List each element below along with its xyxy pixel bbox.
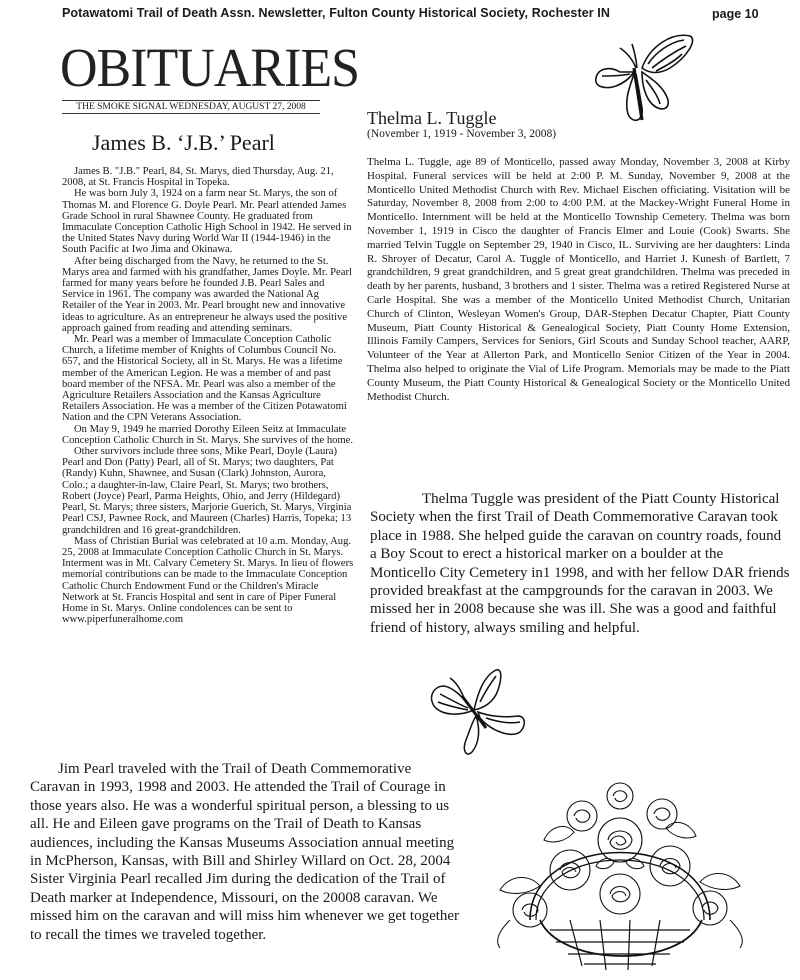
- pearl-tribute-note: [30, 760, 460, 944]
- tuggle-tribute-note: [370, 490, 790, 637]
- pearl-paragraph: James B. "J.B." Pearl, 84, St. Marys, died Thursday, Aug. 21, 2008, at St. Francis Hospital in Topeka.: [62, 166, 334, 189]
- butterfly-icon: [426, 666, 530, 762]
- tuggle-life-dates: (November 1, 1919 - November 3, 2008): [367, 128, 557, 140]
- tuggle-obituary-title: Thelma L. Tuggle: [367, 108, 497, 128]
- tuggle-obituary-text: [367, 156, 790, 404]
- pearl-obituary-text: [62, 166, 354, 625]
- tuggle-paragraph: Thelma L. Tuggle, age 89 of Monticello, passed away Monday, November 3, 2008 at Kirby Hospital. Funeral services will be held at 2:00 P. M. Sunday, November 9, 2008 at the Monticello United Methodist Church with Rev. Michael Eischen officiating. Visitation will be Saturday, November 8, 2008 from 2:00 to 4:00 P.M. at the Mackey-Wright Funeral Home in Monticello. Internment will be held at the Monticello Township Cemetery. Thelma was born November 1, 1919 in Cisco the daughter of Francis Elmer and Louie (Cook) Swarts. She married Telvin Tuggle on September 29, 1940 in Cisco, IL. Surviving are her daughters: Linda R. Shroyer of Decatur, Carol A. Tuggle of Monticello, and Harriet J. Kunesh of Bartlett, 7 grandchildren, 9 great grandchildren, and 5 great great grandchildren. Thelma was preceded in death by her parents, husband, 3 brothers and 1 sister. Thelma was a retired Registered Nurse at Carle Hospital. She was a member of the Monticello United Methodist Church, Unitarian Church of Clinton, Wesleyan Women's Group, DAR-Stephen Decatur Chapter, Piatt County Museum, Piatt County Historical & Genealogical Society, Piatt County Home Extension, Illinois Family Campers, Services for Seniors, Girl Scouts and Sunday School teacher, AARP, Volunteer of the Year at Allerton Park, and Monticello Senior Citizen of the Year in 2004. Thelma also helped to originate the Vial of Life Program. Memorials may be made to the Piatt County Museum, the Piatt County Historical & Genealogical Society or the Monticello United Methodist Church.: [367, 156, 790, 403]
- tuggle-tribute-text: Thelma Tuggle was president of the Piatt County Historical Society when the first Trail of Death Commemorative Caravan took place in 1988. She helped guide the caravan on country roads, found a Boy Scout to erect a historical marker on a boulder at the Monticello City Cemetery in1 1998, and with her fellow DAR friends provided breakfast at the campgrounds for the caravan in 2003. We missed her in 2008 because she was ill. She was a good and faithful friend of history, always smiling and helpful.: [370, 491, 790, 636]
- flower-basket-icon: [470, 770, 770, 980]
- pearl-paragraph: After being discharged from the Navy, he returned to the St. Marys area and farmed with his grandfather, James Doyle. Mr. Pearl farmed for many years before he founded J.B. Pearl Sales and Service in 1961. The company was awarded the National Ag Retailer of the Year in 2003. Mr. Pearl brought new and innovative ideas to agriculture. As an entrepreneur he always used the positive approach gained from reading and attending seminars.: [62, 255, 352, 334]
- pearl-paragraph: Other survivors include three sons, Mike Pearl, Doyle (Laura) Pearl and Don (Patty) Pearl, all of St. Marys; two daughters, Pat (Randy) Kuhn, Shawnee, and Susan (Clark) Johnston, Aurora, Colo.; a daughter-in-law, Claire Pearl, St. Marys; two brothers, Robert (Joyce) Pearl, Parma Heights, Ohio, and Jerry (Hildegard) Pearl, St. Marys; three sisters, Marjorie Guerich, St. Marys, Virginia Pearl CSJ, Pawnee Rock, and Maureen (Charles) Harris, Topeka; 13 grandchildren and 16 great-grandchildren.: [62, 446, 352, 536]
- source-dateline: THE SMOKE SIGNAL WEDNESDAY, AUGUST 27, 2008: [62, 100, 320, 114]
- newsletter-header: Potawatomi Trail of Death Assn. Newsletter, Fulton County Historical Society, Rochester IN: [62, 6, 610, 20]
- pearl-obituary-title: James B. ‘J.B.’ Pearl: [92, 130, 275, 155]
- pearl-paragraph: Mr. Pearl was a member of Immaculate Conception Catholic Church, a lifetime member of Knights of Columbus Council No. 657, and the Historical Society, all in St. Marys. He was a lifetime member of the American Legion. He was a member of and past board member of the NFSA. Mr. Pearl was also a member of the Agriculture Retailers Association and the Kansas Agriculture Retailers Association. He was a member of the Citizen Potawatomi Nation and the CPN Veterans Association.: [62, 334, 347, 424]
- pearl-tribute-text: Jim Pearl traveled with the Trail of Death Commemorative Caravan in 1993, 1998 and 2003. He attended the Trail of Courage in those years also. He was a wonderful spiritual person, a blessing to us all. He and Eileen gave programs on the Trail of Death to Kansas audiences, including the Kansas Museums Association annual meeting in McPherson, Kansas, with Bill and Shirley Willard on Oct. 28, 2004 Sister Virginia Pearl recalled Jim during the dedication of the Trail of Death marker at Independence, Missouri, on the 20008 caravan. We missed him on the caravan and will miss him whenever we get together to recall the times we traveled together.: [30, 761, 460, 943]
- page-number: page 10: [712, 7, 759, 21]
- pearl-paragraph: He was born July 3, 1924 on a farm near St. Marys, the son of Thomas M. and Florence G. Doyle Pearl. Mr. Pearl attended James Grade School in rural Shawnee County. He graduated from Immaculate Conception Catholic High School in 1942. He served in the United States Navy during World War II (1944-1946) in the South Pacific at Iwo Jima and Okinawa.: [62, 188, 352, 256]
- obituaries-masthead: OBITUARIES: [60, 38, 360, 99]
- pearl-paragraph: On May 9, 1949 he married Dorothy Eileen Seitz at Immaculate Conception Catholic Church in St. Marys. She survives of the home.: [62, 423, 353, 446]
- pearl-paragraph: Mass of Christian Burial was celebrated at 10 a.m. Monday, Aug. 25, 2008 at Immaculate Conception Catholic Church in St. Marys. Interment was in Mt. Calvary Cemetery St. Marys. In lieu of flowers memorial contributions can be made to the Immaculate Conception Catholic Church Endowment Fund or the Children's Miracle Network at St. Francis Hospital and sent in care of Piper Funeral Home in St. Marys. Online condolences can be sent to www.piperfuneralhome.com: [62, 535, 354, 626]
- butterfly-icon: [590, 28, 700, 130]
